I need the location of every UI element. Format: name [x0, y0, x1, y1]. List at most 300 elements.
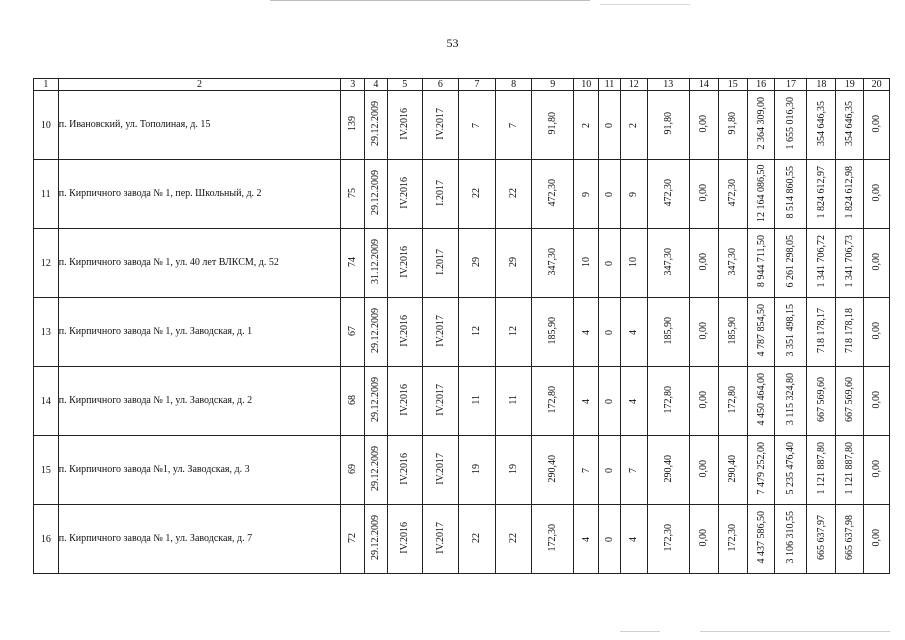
value-cell [599, 436, 621, 505]
value-cell [807, 505, 836, 574]
column-number: 1 [34, 79, 59, 91]
value-text: 91,80 [547, 112, 559, 135]
value-cell [647, 229, 689, 298]
value-text: 2 364 309,00 [755, 97, 767, 150]
value-text: 10 [628, 256, 640, 267]
column-number: 12 [620, 79, 647, 91]
value-cell [647, 505, 689, 574]
value-text: IV.2016 [399, 383, 411, 416]
value-cell [775, 91, 807, 160]
value-text: 29 [471, 256, 483, 267]
value-text: 12 [471, 325, 483, 336]
value-text: 0 [603, 122, 615, 128]
address-cell: п. Ивановский, ул. Тополиная, д. 15 [58, 91, 341, 160]
address-cell: п. Кирпичного завода № 1, ул. 40 лет ВЛКСМ, д. 52 [58, 229, 341, 298]
column-number: 3 [341, 79, 365, 91]
value-cell [341, 367, 365, 436]
value-text: IV.2016 [399, 314, 411, 347]
value-text: 0 [603, 467, 615, 473]
value-cell [775, 436, 807, 505]
value-text: 69 [347, 463, 359, 474]
column-number-row [34, 79, 890, 91]
value-cell [836, 505, 864, 574]
value-text: 9 [580, 191, 592, 197]
value-cell [496, 436, 532, 505]
value-cell [496, 91, 532, 160]
value-cell [807, 367, 836, 436]
scan-line-top [270, 0, 590, 1]
value-text: 0 [603, 329, 615, 335]
value-text: 12 164 086,50 [755, 163, 767, 222]
row-number: 13 [34, 298, 59, 367]
value-text: 290,40 [662, 454, 674, 483]
value-text: 72 [347, 532, 359, 543]
table-row [34, 436, 890, 505]
value-text: 8 944 711,50 [755, 235, 767, 288]
value-text: 718 178,18 [844, 308, 856, 353]
value-cell [836, 436, 864, 505]
value-text: 22 [471, 532, 483, 543]
value-cell [496, 505, 532, 574]
value-cell [599, 298, 621, 367]
column-number: 4 [365, 79, 388, 91]
value-cell [718, 505, 747, 574]
value-text: IV.2016 [399, 176, 411, 209]
value-cell [341, 91, 365, 160]
value-text: 11 [508, 394, 520, 405]
value-text: 0,00 [698, 114, 710, 133]
value-text: 472,30 [662, 178, 674, 207]
value-text: 19 [471, 463, 483, 474]
value-cell [836, 298, 864, 367]
value-text: 0,00 [698, 183, 710, 202]
column-number: 6 [422, 79, 458, 91]
value-text: 3 351 498,15 [785, 304, 797, 357]
value-text: 4 [628, 536, 640, 542]
address-cell: п. Кирпичного завода № 1, пер. Школьный, д. 2 [58, 160, 341, 229]
value-text: IV.2017 [434, 521, 446, 554]
value-text: IV.2017 [434, 452, 446, 485]
value-text: 347,30 [727, 247, 739, 276]
value-cell [864, 367, 890, 436]
table-row [34, 505, 890, 574]
column-number: 17 [775, 79, 807, 91]
value-text: 4 [580, 398, 592, 404]
value-cell [496, 160, 532, 229]
value-cell [807, 160, 836, 229]
column-number: 18 [807, 79, 836, 91]
value-text: 172,30 [547, 523, 559, 552]
column-number: 16 [747, 79, 775, 91]
value-text: IV.2017 [434, 383, 446, 416]
value-cell [599, 91, 621, 160]
value-text: 74 [347, 256, 359, 267]
value-text: 29.12.2009 [370, 515, 382, 560]
table-body [34, 91, 890, 574]
value-text: 29 [508, 256, 520, 267]
value-text: IV.2016 [399, 452, 411, 485]
value-text: 0,00 [698, 528, 710, 547]
value-cell [496, 298, 532, 367]
value-text: 139 [347, 116, 359, 131]
value-text: 472,30 [727, 178, 739, 207]
value-text: 172,80 [547, 385, 559, 414]
value-cell [689, 298, 718, 367]
value-text: 172,30 [662, 523, 674, 552]
table-row [34, 91, 890, 160]
value-cell [458, 367, 495, 436]
address-cell: п. Кирпичного завода № 1, ул. Заводская, д. 7 [58, 505, 341, 574]
value-cell [620, 298, 647, 367]
value-text: 0,00 [698, 252, 710, 271]
value-cell [836, 91, 864, 160]
value-text: 0 [603, 398, 615, 404]
value-cell [747, 436, 775, 505]
value-text: 0,00 [871, 459, 883, 478]
value-text: I.2017 [434, 248, 446, 275]
value-cell [620, 229, 647, 298]
value-cell [718, 160, 747, 229]
value-cell [718, 298, 747, 367]
value-text: I.2017 [434, 179, 446, 206]
value-text: 172,80 [662, 385, 674, 414]
value-cell [689, 160, 718, 229]
value-text: 718 178,17 [815, 308, 827, 353]
value-cell [689, 436, 718, 505]
value-cell [747, 160, 775, 229]
value-cell [496, 367, 532, 436]
column-number: 15 [718, 79, 747, 91]
row-number: 11 [34, 160, 59, 229]
value-cell [341, 229, 365, 298]
value-text: 4 [580, 329, 592, 335]
value-text: 667 569,60 [815, 377, 827, 422]
column-number: 13 [647, 79, 689, 91]
value-cell [341, 298, 365, 367]
address-cell: п. Кирпичного завода №1, ул. Заводская, д. 3 [58, 436, 341, 505]
row-number: 14 [34, 367, 59, 436]
value-text: 29.12.2009 [370, 377, 382, 422]
value-text: 22 [508, 187, 520, 198]
value-cell [574, 91, 599, 160]
value-text: 7 [471, 122, 483, 128]
value-cell [807, 436, 836, 505]
value-text: 7 [508, 122, 520, 128]
value-cell [718, 367, 747, 436]
value-cell [864, 505, 890, 574]
value-text: 290,40 [547, 454, 559, 483]
value-text: 4 437 586,50 [755, 511, 767, 564]
value-cell [341, 436, 365, 505]
column-number: 9 [532, 79, 574, 91]
value-text: 91,80 [662, 112, 674, 135]
value-cell [775, 229, 807, 298]
value-cell [647, 160, 689, 229]
column-number: 2 [58, 79, 341, 91]
value-cell [647, 298, 689, 367]
value-cell [458, 160, 495, 229]
address-cell: п. Кирпичного завода № 1, ул. Заводская, д. 2 [58, 367, 341, 436]
value-text: 7 479 252,00 [755, 442, 767, 495]
value-text: 29.12.2009 [370, 101, 382, 146]
value-cell [387, 160, 422, 229]
value-text: 10 [580, 256, 592, 267]
value-text: IV.2016 [399, 245, 411, 278]
value-text: 1 824 612,97 [815, 166, 827, 219]
value-text: 29.12.2009 [370, 170, 382, 215]
scan-line-bottom-right [700, 631, 890, 632]
value-cell [599, 505, 621, 574]
value-text: 6 261 298,05 [785, 235, 797, 288]
value-cell [458, 436, 495, 505]
value-text: 472,30 [547, 178, 559, 207]
value-cell [718, 229, 747, 298]
value-cell [532, 91, 574, 160]
value-cell [422, 160, 458, 229]
value-text: 7 [628, 467, 640, 473]
value-text: 67 [347, 325, 359, 336]
value-cell [747, 505, 775, 574]
value-text: 354 646,35 [844, 101, 856, 146]
value-text: 172,80 [727, 385, 739, 414]
value-cell [807, 91, 836, 160]
value-cell [599, 229, 621, 298]
value-text: 29.12.2009 [370, 446, 382, 491]
value-cell [365, 229, 388, 298]
value-cell [775, 160, 807, 229]
value-cell [387, 505, 422, 574]
value-text: 4 450 464,00 [755, 373, 767, 426]
row-number: 10 [34, 91, 59, 160]
value-cell [422, 91, 458, 160]
row-number: 12 [34, 229, 59, 298]
value-cell [574, 505, 599, 574]
value-text: 29.12.2009 [370, 308, 382, 353]
value-cell [387, 298, 422, 367]
value-cell [387, 229, 422, 298]
value-cell [620, 367, 647, 436]
value-cell [496, 229, 532, 298]
value-text: IV.2016 [399, 521, 411, 554]
value-text: 0,00 [871, 183, 883, 202]
value-cell [532, 298, 574, 367]
value-cell [422, 229, 458, 298]
value-cell [422, 298, 458, 367]
value-cell [864, 298, 890, 367]
value-text: 12 [508, 325, 520, 336]
value-cell [365, 505, 388, 574]
value-text: 4 [580, 536, 592, 542]
value-text: 4 [628, 329, 640, 335]
value-cell [574, 436, 599, 505]
value-text: 0 [603, 191, 615, 197]
value-cell [864, 91, 890, 160]
value-cell [574, 229, 599, 298]
value-cell [747, 367, 775, 436]
value-text: 0,00 [871, 528, 883, 547]
row-number: 15 [34, 436, 59, 505]
value-text: 1 824 612,98 [844, 166, 856, 219]
value-cell [836, 367, 864, 436]
value-cell [532, 505, 574, 574]
value-text: 665 637,97 [815, 515, 827, 560]
value-cell [458, 505, 495, 574]
value-text: 347,30 [547, 247, 559, 276]
value-cell [864, 229, 890, 298]
housing-register-table [33, 78, 890, 574]
value-text: 667 569,60 [844, 377, 856, 422]
column-number: 11 [599, 79, 621, 91]
value-cell [365, 298, 388, 367]
value-cell [836, 229, 864, 298]
scan-line-bottom [620, 631, 660, 632]
value-text: 91,80 [727, 112, 739, 135]
value-cell [599, 160, 621, 229]
value-text: 665 637,98 [844, 515, 856, 560]
table-row [34, 160, 890, 229]
value-cell [647, 436, 689, 505]
value-text: 185,90 [727, 316, 739, 345]
scan-line-top-right [600, 4, 690, 5]
value-text: 31.12.2009 [370, 239, 382, 284]
value-cell [775, 505, 807, 574]
value-cell [574, 298, 599, 367]
value-cell [422, 505, 458, 574]
value-cell [775, 298, 807, 367]
value-cell [718, 91, 747, 160]
value-text: 0,00 [698, 321, 710, 340]
value-text: 11 [471, 394, 483, 405]
value-text: 0,00 [698, 459, 710, 478]
value-text: 2 [628, 122, 640, 128]
value-text: 1 121 887,80 [815, 442, 827, 495]
value-cell [422, 367, 458, 436]
value-cell [532, 229, 574, 298]
value-cell [775, 367, 807, 436]
value-text: 347,30 [662, 247, 674, 276]
value-cell [689, 91, 718, 160]
value-cell [365, 367, 388, 436]
value-cell [689, 505, 718, 574]
value-text: 290,40 [727, 454, 739, 483]
column-number: 20 [864, 79, 890, 91]
column-number: 5 [387, 79, 422, 91]
value-text: 1 121 887,80 [844, 442, 856, 495]
column-number: 8 [496, 79, 532, 91]
value-cell [365, 160, 388, 229]
page-number: 53 [446, 36, 459, 50]
value-text: IV.2017 [434, 314, 446, 347]
value-text: 1 341 706,73 [844, 235, 856, 288]
column-number: 7 [458, 79, 495, 91]
value-cell [387, 367, 422, 436]
value-cell [689, 367, 718, 436]
value-cell [365, 436, 388, 505]
row-number: 16 [34, 505, 59, 574]
value-cell [620, 436, 647, 505]
value-text: 7 [580, 467, 592, 473]
value-cell [387, 436, 422, 505]
value-cell [864, 436, 890, 505]
value-text: IV.2017 [434, 107, 446, 140]
value-text: 1 655 016,30 [785, 97, 797, 150]
address-cell: п. Кирпичного завода № 1, ул. Заводская, д. 1 [58, 298, 341, 367]
table-row [34, 298, 890, 367]
value-text: 22 [471, 187, 483, 198]
value-cell [532, 436, 574, 505]
value-text: 68 [347, 394, 359, 405]
value-cell [458, 298, 495, 367]
value-text: 0,00 [871, 390, 883, 409]
table-row [34, 367, 890, 436]
value-cell [647, 367, 689, 436]
value-text: 0,00 [871, 321, 883, 340]
value-cell [747, 229, 775, 298]
value-text: 0 [603, 260, 615, 266]
value-cell [458, 229, 495, 298]
value-text: 75 [347, 187, 359, 198]
value-cell [620, 160, 647, 229]
value-text: 9 [628, 191, 640, 197]
value-text: 0 [603, 536, 615, 542]
value-text: 3 106 310,55 [785, 511, 797, 564]
value-cell [864, 160, 890, 229]
value-cell [807, 229, 836, 298]
value-cell [620, 91, 647, 160]
value-text: 0,00 [871, 252, 883, 271]
value-cell [365, 91, 388, 160]
value-cell [620, 505, 647, 574]
column-number: 19 [836, 79, 864, 91]
column-number: 10 [574, 79, 599, 91]
value-cell [574, 160, 599, 229]
value-cell [747, 298, 775, 367]
value-cell [747, 91, 775, 160]
value-cell [532, 160, 574, 229]
value-text: 19 [508, 463, 520, 474]
value-cell [574, 367, 599, 436]
value-text: 3 115 324,80 [785, 373, 797, 426]
value-cell [532, 367, 574, 436]
value-text: 4 787 854,50 [755, 304, 767, 357]
value-cell [807, 298, 836, 367]
column-number: 14 [689, 79, 718, 91]
value-cell [689, 229, 718, 298]
value-text: 0,00 [698, 390, 710, 409]
value-cell [647, 91, 689, 160]
value-text: 185,90 [662, 316, 674, 345]
value-text: 2 [580, 122, 592, 128]
value-cell [422, 436, 458, 505]
table-row [34, 229, 890, 298]
value-text: 1 341 706,72 [815, 235, 827, 288]
value-text: 4 [628, 398, 640, 404]
value-text: 172,30 [727, 523, 739, 552]
value-cell [341, 505, 365, 574]
value-cell [387, 91, 422, 160]
value-text: 8 514 860,55 [785, 166, 797, 219]
value-text: 354 646,35 [815, 101, 827, 146]
value-text: 185,90 [547, 316, 559, 345]
value-cell [599, 367, 621, 436]
value-text: IV.2016 [399, 107, 411, 140]
value-cell [458, 91, 495, 160]
value-text: 22 [508, 532, 520, 543]
value-cell [718, 436, 747, 505]
value-cell [341, 160, 365, 229]
value-text: 0,00 [871, 114, 883, 133]
value-text: 5 235 476,40 [785, 442, 797, 495]
